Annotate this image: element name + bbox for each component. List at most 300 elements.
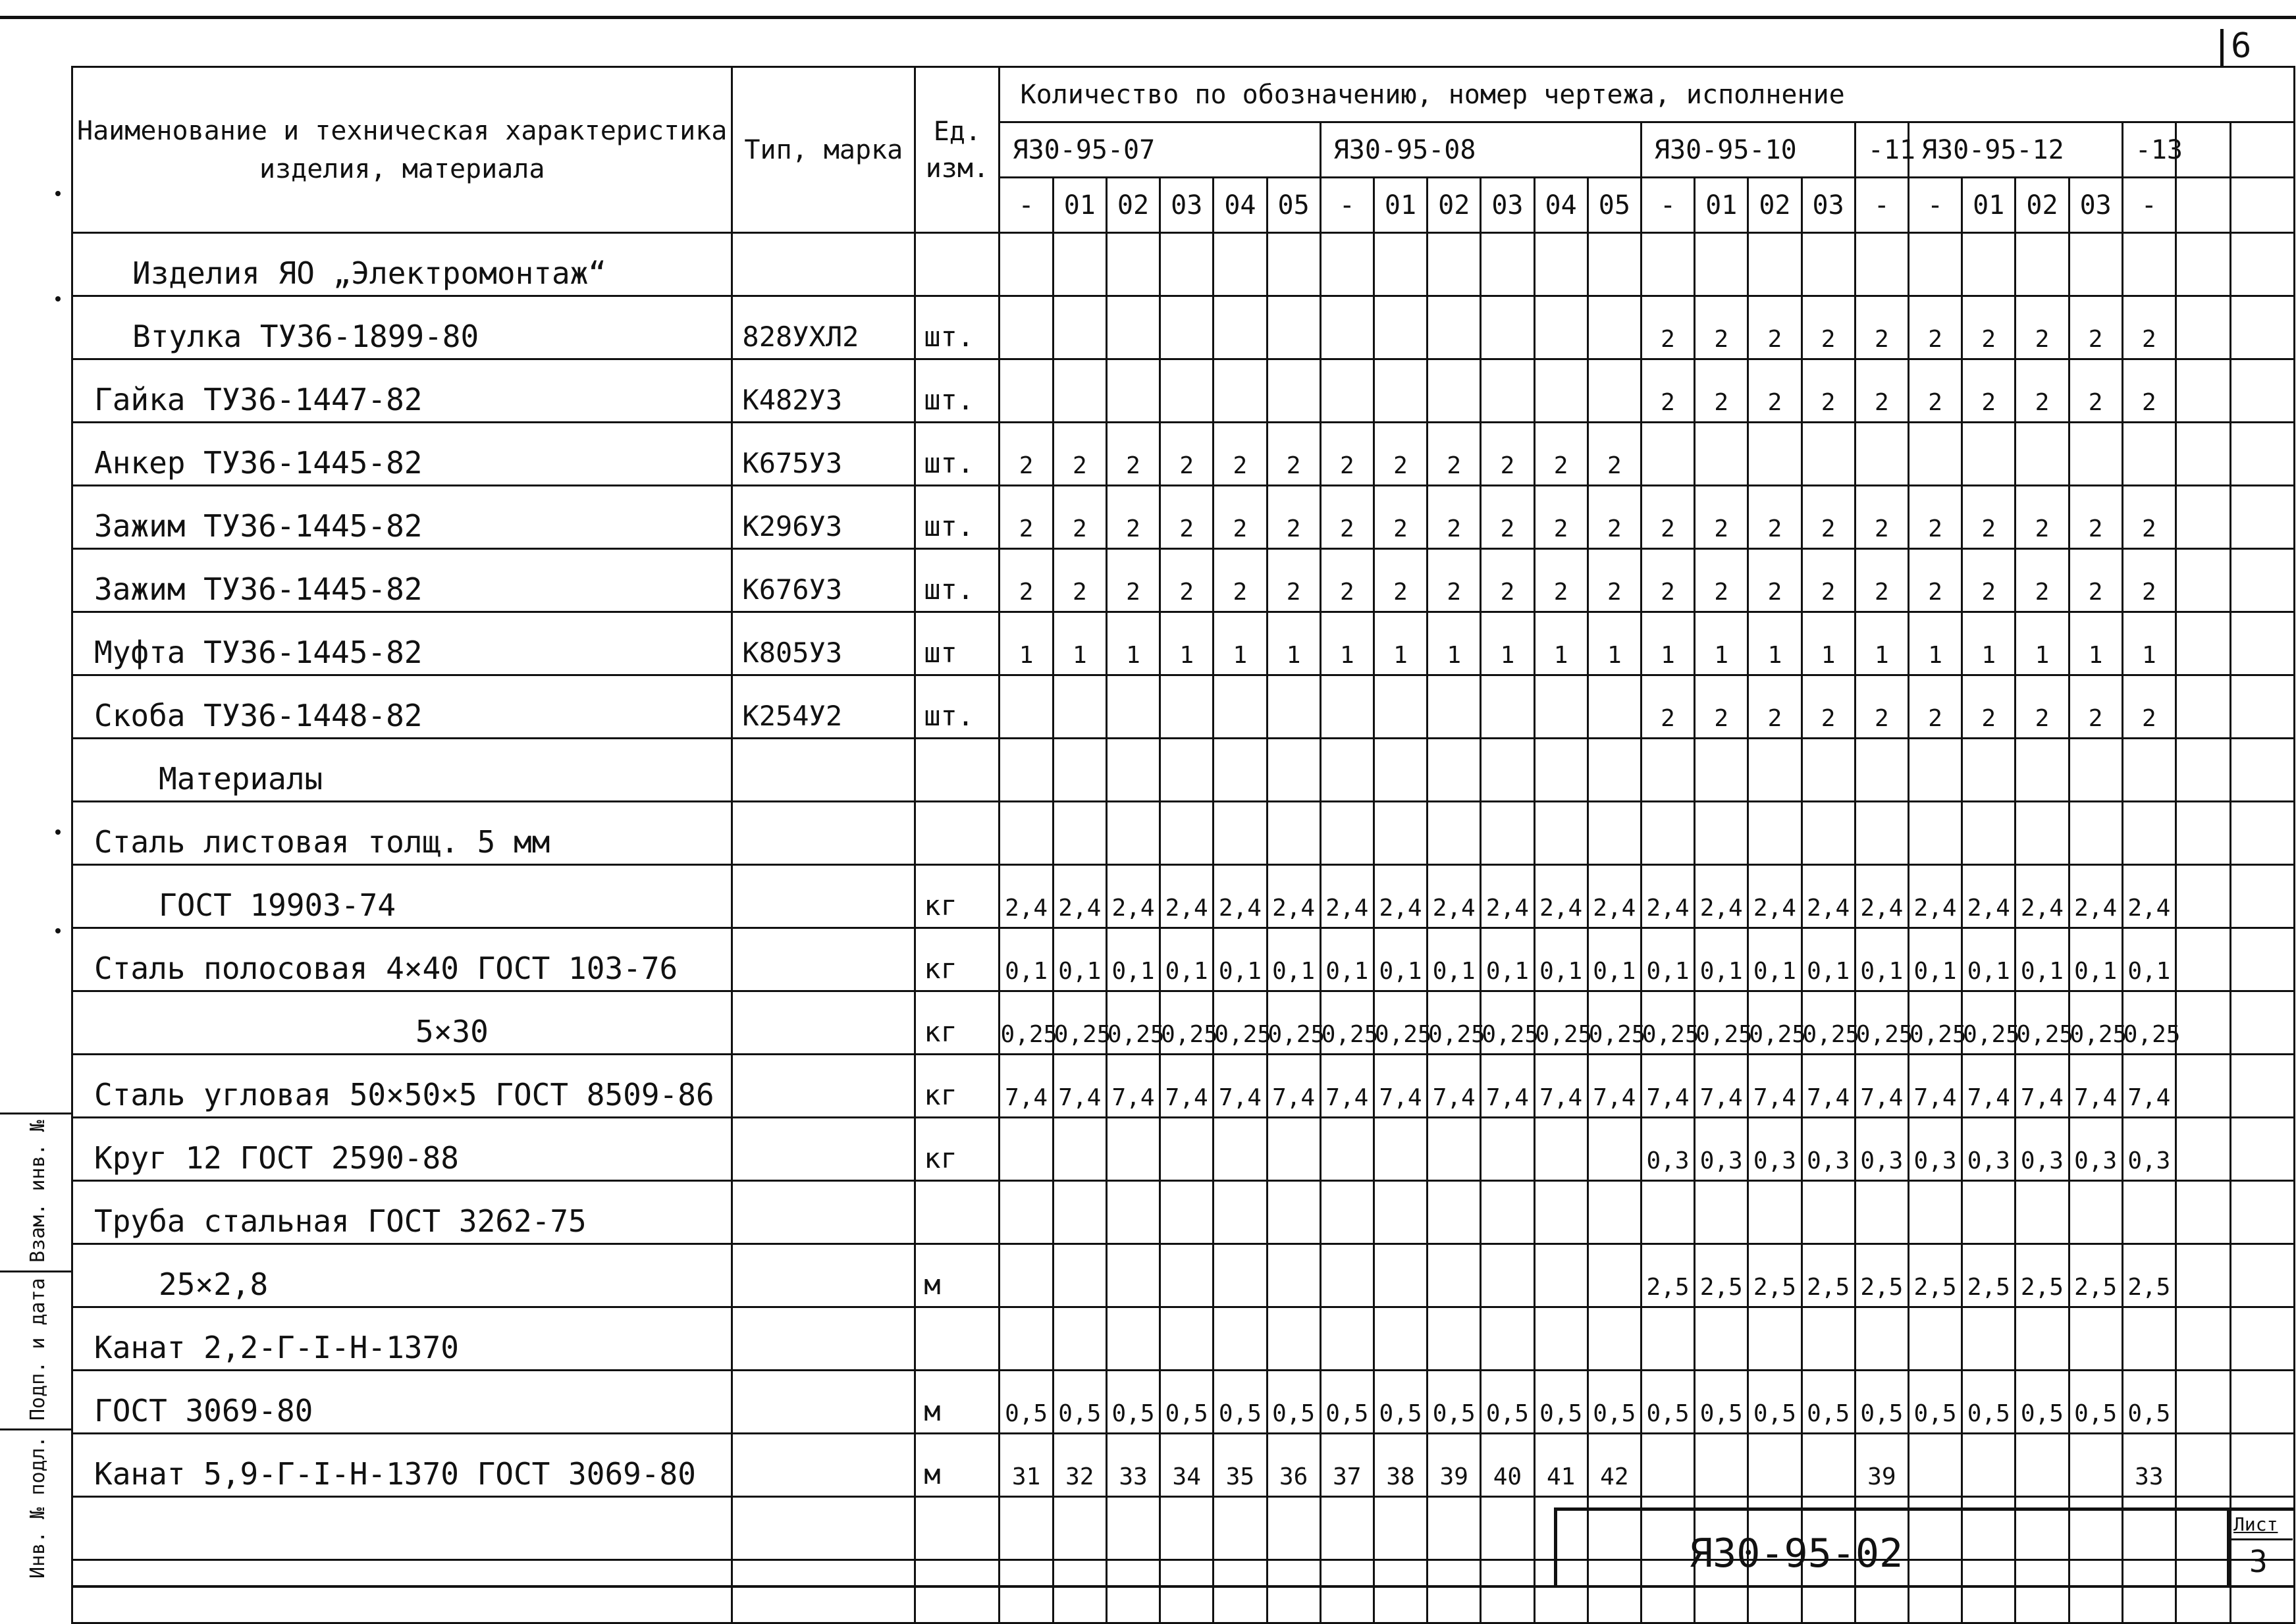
row-quantity — [1908, 1181, 1962, 1244]
row-quantity — [1855, 1307, 1908, 1371]
row-quantity: 39 — [1855, 1434, 1908, 1497]
row-quantity — [1160, 359, 1214, 423]
header-group-1: Я30-95-08 — [1320, 122, 1641, 178]
row-quantity — [1267, 739, 1320, 802]
row-quantity: 7,4 — [1802, 1055, 1855, 1118]
row-quantity — [1106, 1497, 1160, 1560]
row-quantity: 2 — [1695, 486, 1748, 549]
row-quantity: 7,4 — [2069, 1055, 2122, 1118]
header-subcol-10: 04 — [1534, 178, 1588, 233]
sheet-number: 3 — [2249, 1544, 2268, 1579]
row-quantity — [1320, 359, 1374, 423]
row-quantity: 2 — [2016, 486, 2069, 549]
row-quantity — [1053, 1118, 1106, 1181]
row-quantity — [1481, 675, 1534, 739]
row-quantity — [1000, 1181, 1053, 1244]
row-quantity — [1320, 1181, 1374, 1244]
row-quantity — [1534, 675, 1588, 739]
row-quantity — [2069, 1181, 2122, 1244]
row-quantity: 2,4 — [1908, 865, 1962, 928]
row-quantity — [1214, 296, 1267, 359]
row-unit: шт. — [915, 549, 1000, 612]
row-quantity — [1320, 675, 1374, 739]
row-quantity: 2 — [1428, 486, 1481, 549]
row-quantity: 2,5 — [2069, 1244, 2122, 1307]
row-quantity — [1641, 423, 1694, 486]
row-quantity: 0,3 — [2016, 1118, 2069, 1181]
row-quantity — [1802, 739, 1855, 802]
row-quantity: 7,4 — [2122, 1055, 2176, 1118]
row-name: Зажим ТУ36-1445-82 — [72, 486, 732, 549]
row-name: 25×2,8 — [72, 1244, 732, 1307]
header-subcol-20: 03 — [2069, 178, 2122, 233]
row-quantity — [1267, 1244, 1320, 1307]
row-quantity — [1588, 1244, 1641, 1307]
row-quantity — [1374, 1497, 1427, 1560]
row-quantity: 2 — [1053, 486, 1106, 549]
row-quantity: 1 — [1267, 612, 1320, 675]
row-quantity: 2 — [1481, 423, 1534, 486]
row-quantity — [1428, 1497, 1481, 1560]
row-quantity: 2,4 — [1106, 865, 1160, 928]
row-extra-cell — [2231, 1055, 2295, 1118]
row-extra-cell — [2176, 1244, 2230, 1307]
row-quantity — [1908, 1307, 1962, 1371]
row-quantity — [2122, 423, 2176, 486]
row-quantity: 0,1 — [1374, 928, 1427, 991]
row-quantity: 0,5 — [1695, 1371, 1748, 1434]
row-quantity — [1267, 359, 1320, 423]
row-quantity: 38 — [1374, 1434, 1427, 1497]
row-quantity — [1320, 1497, 1374, 1560]
table-row — [72, 486, 2295, 549]
row-quantity — [1160, 1181, 1214, 1244]
row-quantity: 0,25 — [1267, 991, 1320, 1055]
row-name: Муфта ТУ36-1445-82 — [72, 612, 732, 675]
row-quantity — [1374, 1244, 1427, 1307]
row-quantity — [1053, 802, 1106, 865]
row-quantity — [1053, 1497, 1106, 1560]
row-quantity — [1641, 739, 1694, 802]
row-quantity: 2 — [1748, 359, 1802, 423]
table-row — [72, 296, 2295, 359]
row-quantity — [1534, 802, 1588, 865]
row-quantity — [1962, 739, 2016, 802]
row-quantity — [1428, 1560, 1481, 1623]
row-quantity — [1106, 296, 1160, 359]
header-subcol-extra-1 — [2176, 178, 2230, 233]
header-subcol-13: 01 — [1695, 178, 1748, 233]
document-code: Я30-95-02 — [1689, 1531, 1904, 1577]
row-unit — [915, 1497, 1000, 1560]
row-quantity: 2 — [1908, 296, 1962, 359]
row-quantity — [1320, 296, 1374, 359]
row-quantity: 0,25 — [1695, 991, 1748, 1055]
row-quantity: 0,1 — [1267, 928, 1320, 991]
row-quantity — [1160, 1244, 1214, 1307]
row-quantity — [1000, 296, 1053, 359]
header-subcol-21: - — [2122, 178, 2176, 233]
row-extra-cell — [2231, 1118, 2295, 1181]
sheet-divider — [2229, 1538, 2293, 1540]
row-quantity: 2 — [1748, 296, 1802, 359]
row-quantity — [1481, 1497, 1534, 1560]
row-unit: шт. — [915, 675, 1000, 739]
row-quantity — [1802, 1181, 1855, 1244]
row-quantity: 0,1 — [1534, 928, 1588, 991]
row-quantity — [1641, 1434, 1694, 1497]
row-quantity: 2,5 — [1855, 1244, 1908, 1307]
row-quantity: 2 — [1534, 486, 1588, 549]
row-extra-cell — [2176, 802, 2230, 865]
row-type — [732, 739, 915, 802]
row-quantity — [1320, 802, 1374, 865]
header-subcol-14: 02 — [1748, 178, 1802, 233]
row-unit: шт. — [915, 423, 1000, 486]
row-unit — [915, 802, 1000, 865]
table-row — [72, 359, 2295, 423]
row-quantity: 2,4 — [1695, 865, 1748, 928]
row-extra-cell — [2176, 865, 2230, 928]
page-number-tick — [2220, 29, 2224, 67]
row-quantity: 0,25 — [2069, 991, 2122, 1055]
row-quantity: 0,1 — [2069, 928, 2122, 991]
row-quantity: 2 — [1695, 359, 1748, 423]
row-unit — [915, 1307, 1000, 1371]
row-name: Сталь полосовая 4×40 ГОСТ 103-76 — [72, 928, 732, 991]
table-row — [72, 423, 2295, 486]
row-quantity — [1428, 359, 1481, 423]
row-quantity — [1053, 233, 1106, 296]
row-quantity: 0,1 — [1106, 928, 1160, 991]
row-quantity: 2,4 — [1534, 865, 1588, 928]
row-quantity: 2 — [2122, 359, 2176, 423]
row-quantity: 0,1 — [1588, 928, 1641, 991]
row-quantity: 0,1 — [1428, 928, 1481, 991]
row-name: Скоба ТУ36-1448-82 — [72, 675, 732, 739]
row-quantity — [1320, 233, 1374, 296]
row-quantity: 2 — [2069, 296, 2122, 359]
row-quantity: 2,4 — [1267, 865, 1320, 928]
row-quantity: 0,1 — [1160, 928, 1214, 991]
row-unit: шт — [915, 612, 1000, 675]
row-quantity — [1106, 359, 1160, 423]
table-row — [72, 549, 2295, 612]
row-quantity — [1695, 739, 1748, 802]
row-type: К296У3 — [732, 486, 915, 549]
row-quantity: 2 — [2069, 359, 2122, 423]
row-quantity: 1 — [1053, 612, 1106, 675]
row-quantity — [1428, 296, 1481, 359]
row-quantity — [1214, 1560, 1267, 1623]
row-quantity — [2069, 1434, 2122, 1497]
row-quantity: 0,5 — [1214, 1371, 1267, 1434]
row-quantity: 7,4 — [1695, 1055, 1748, 1118]
row-quantity — [1267, 675, 1320, 739]
row-unit: м — [915, 1244, 1000, 1307]
row-extra-cell — [2176, 1434, 2230, 1497]
row-type — [732, 1434, 915, 1497]
row-quantity: 36 — [1267, 1434, 1320, 1497]
row-quantity — [1962, 802, 2016, 865]
row-quantity: 1 — [1534, 612, 1588, 675]
row-quantity: 2 — [2016, 675, 2069, 739]
row-quantity — [1320, 739, 1374, 802]
row-quantity: 0,1 — [1641, 928, 1694, 991]
row-name: Труба стальная ГОСТ 3262-75 — [72, 1181, 732, 1244]
row-extra-cell — [2176, 423, 2230, 486]
row-quantity: 2 — [1106, 486, 1160, 549]
row-quantity: 2 — [2122, 549, 2176, 612]
row-quantity — [1962, 423, 2016, 486]
row-name: Круг 12 ГОСТ 2590-88 — [72, 1118, 732, 1181]
row-quantity — [1214, 802, 1267, 865]
row-unit: м — [915, 1434, 1000, 1497]
row-quantity: 0,5 — [2016, 1371, 2069, 1434]
row-type — [732, 928, 915, 991]
row-quantity: 0,25 — [1160, 991, 1214, 1055]
row-quantity — [1160, 802, 1214, 865]
row-quantity: 2 — [1106, 423, 1160, 486]
row-quantity: 0,3 — [1802, 1118, 1855, 1181]
row-name: ГОСТ 3069-80 — [72, 1371, 732, 1434]
row-quantity — [2122, 1181, 2176, 1244]
row-quantity — [1481, 1244, 1534, 1307]
sidebar-cell-inventory — [0, 1430, 71, 1588]
row-quantity: 0,25 — [1588, 991, 1641, 1055]
row-extra-cell — [2231, 802, 2295, 865]
row-quantity — [1214, 1307, 1267, 1371]
header-subcol-2: 02 — [1106, 178, 1160, 233]
row-quantity: 2 — [1267, 423, 1320, 486]
row-quantity: 2 — [1962, 549, 2016, 612]
row-quantity: 0,3 — [1641, 1118, 1694, 1181]
row-quantity — [1588, 675, 1641, 739]
row-quantity: 0,5 — [1641, 1371, 1694, 1434]
row-quantity: 2 — [1106, 549, 1160, 612]
row-quantity: 2,4 — [1748, 865, 1802, 928]
row-quantity — [1908, 233, 1962, 296]
row-quantity: 2,4 — [1962, 865, 2016, 928]
row-quantity — [1855, 802, 1908, 865]
row-quantity: 0,1 — [1481, 928, 1534, 991]
row-quantity — [1695, 802, 1748, 865]
sidebar-cell-signature — [0, 1272, 71, 1430]
row-quantity: 2 — [1160, 486, 1214, 549]
row-quantity: 0,3 — [2069, 1118, 2122, 1181]
row-quantity — [2016, 802, 2069, 865]
row-extra-cell — [2231, 423, 2295, 486]
row-quantity: 2 — [1802, 359, 1855, 423]
row-quantity: 2,4 — [1802, 865, 1855, 928]
row-quantity — [1588, 1118, 1641, 1181]
row-type — [732, 1560, 915, 1623]
row-quantity: 7,4 — [1374, 1055, 1427, 1118]
row-quantity: 2 — [1748, 486, 1802, 549]
header-unit: Ед. изм. — [915, 67, 1000, 233]
row-quantity — [1053, 296, 1106, 359]
row-quantity: 0,5 — [1855, 1371, 1908, 1434]
row-type: К254У2 — [732, 675, 915, 739]
row-quantity — [1160, 233, 1214, 296]
row-quantity: 0,5 — [1908, 1371, 1962, 1434]
row-quantity — [1481, 1307, 1534, 1371]
row-quantity: 0,1 — [1053, 928, 1106, 991]
row-name: Канат 5,9-Г-I-Н-1370 ГОСТ 3069-80 — [72, 1434, 732, 1497]
row-quantity — [1588, 296, 1641, 359]
header-subcol-12: - — [1641, 178, 1694, 233]
row-quantity — [1320, 1244, 1374, 1307]
row-quantity — [1374, 802, 1427, 865]
row-quantity — [1428, 233, 1481, 296]
row-quantity: 0,5 — [1000, 1371, 1053, 1434]
row-quantity: 1 — [1748, 612, 1802, 675]
row-extra-cell — [2231, 1307, 2295, 1371]
row-quantity: 2,4 — [1855, 865, 1908, 928]
row-type — [732, 1055, 915, 1118]
row-quantity: 0,25 — [1908, 991, 1962, 1055]
row-quantity — [1908, 423, 1962, 486]
row-quantity: 1 — [1695, 612, 1748, 675]
row-quantity — [1214, 1181, 1267, 1244]
row-quantity — [2069, 233, 2122, 296]
row-quantity — [1855, 1181, 1908, 1244]
row-quantity: 0,5 — [1962, 1371, 2016, 1434]
row-quantity — [1588, 359, 1641, 423]
row-quantity: 7,4 — [1267, 1055, 1320, 1118]
row-quantity — [1428, 739, 1481, 802]
row-quantity — [1000, 1497, 1053, 1560]
left-margin-stamp — [0, 1113, 71, 1588]
row-quantity: 2 — [1534, 423, 1588, 486]
row-quantity — [1481, 739, 1534, 802]
row-quantity — [1534, 1118, 1588, 1181]
row-quantity — [2122, 802, 2176, 865]
row-quantity: 0,5 — [1748, 1371, 1802, 1434]
row-quantity — [1000, 359, 1053, 423]
row-quantity: 2,4 — [1588, 865, 1641, 928]
row-quantity — [1160, 675, 1214, 739]
row-quantity: 2 — [1428, 549, 1481, 612]
row-quantity — [1053, 1307, 1106, 1371]
row-quantity — [1641, 1181, 1694, 1244]
row-quantity — [1374, 1118, 1427, 1181]
row-quantity: 2 — [1534, 549, 1588, 612]
row-quantity: 7,4 — [1641, 1055, 1694, 1118]
row-quantity — [1106, 233, 1160, 296]
row-quantity: 2 — [1802, 296, 1855, 359]
row-quantity — [1802, 233, 1855, 296]
row-quantity — [1267, 1497, 1320, 1560]
margin-dot — [55, 296, 61, 301]
row-quantity: 0,1 — [1695, 928, 1748, 991]
row-quantity — [1374, 739, 1427, 802]
row-quantity — [1695, 1181, 1748, 1244]
row-quantity — [1267, 802, 1320, 865]
row-quantity — [1428, 675, 1481, 739]
row-quantity — [1588, 802, 1641, 865]
row-quantity: 2 — [2016, 359, 2069, 423]
row-type — [732, 1497, 915, 1560]
row-quantity — [1267, 1118, 1320, 1181]
row-extra-cell — [2231, 991, 2295, 1055]
header-subcol-3: 03 — [1160, 178, 1214, 233]
row-quantity: 0,25 — [1000, 991, 1053, 1055]
row-quantity — [1160, 1307, 1214, 1371]
row-quantity: 0,25 — [1320, 991, 1374, 1055]
row-extra-cell — [2176, 1307, 2230, 1371]
row-quantity — [1000, 802, 1053, 865]
row-quantity: 0,3 — [2122, 1118, 2176, 1181]
row-quantity: 2 — [2069, 549, 2122, 612]
row-quantity: 2 — [1748, 675, 1802, 739]
row-quantity: 0,25 — [1481, 991, 1534, 1055]
row-quantity: 0,25 — [1641, 991, 1694, 1055]
row-extra-cell — [2176, 486, 2230, 549]
sidebar-label-signature: Подп. и дата — [26, 1278, 49, 1421]
row-quantity: 2,5 — [1802, 1244, 1855, 1307]
row-name: Изделия ЯО „Электромонтаж“ — [72, 233, 732, 296]
row-quantity: 2 — [1695, 675, 1748, 739]
sidebar-label-replaced: Взам. инв. № — [26, 1120, 49, 1263]
table-row — [72, 865, 2295, 928]
row-quantity — [1214, 739, 1267, 802]
row-unit: кг — [915, 928, 1000, 991]
row-quantity: 7,4 — [1962, 1055, 2016, 1118]
row-quantity: 0,5 — [1534, 1371, 1588, 1434]
row-quantity: 7,4 — [1908, 1055, 1962, 1118]
row-quantity: 0,5 — [1320, 1371, 1374, 1434]
row-quantity: 7,4 — [1214, 1055, 1267, 1118]
row-quantity — [1695, 233, 1748, 296]
row-quantity: 7,4 — [1106, 1055, 1160, 1118]
row-extra-cell — [2176, 739, 2230, 802]
row-quantity: 2 — [1962, 486, 2016, 549]
row-quantity: 7,4 — [1000, 1055, 1053, 1118]
row-quantity — [1267, 1560, 1320, 1623]
row-unit — [915, 1181, 1000, 1244]
row-quantity: 2 — [1641, 486, 1694, 549]
row-quantity — [1481, 359, 1534, 423]
row-quantity: 2 — [1428, 423, 1481, 486]
row-quantity — [1106, 739, 1160, 802]
row-quantity: 2 — [1214, 423, 1267, 486]
row-extra-cell — [2231, 1244, 2295, 1307]
row-quantity — [1000, 1118, 1053, 1181]
row-quantity: 2 — [1641, 296, 1694, 359]
sidebar-cell-replaced — [0, 1114, 71, 1272]
row-quantity: 2 — [1641, 359, 1694, 423]
row-quantity — [1374, 1181, 1427, 1244]
row-quantity: 2 — [1374, 486, 1427, 549]
row-extra-cell — [2231, 928, 2295, 991]
row-quantity: 0,5 — [1802, 1371, 1855, 1434]
row-quantity: 2 — [1962, 296, 2016, 359]
row-quantity — [1695, 1434, 1748, 1497]
table-row — [72, 675, 2295, 739]
row-type — [732, 1244, 915, 1307]
row-quantity: 0,1 — [1855, 928, 1908, 991]
header-subcol-1: 01 — [1053, 178, 1106, 233]
row-quantity — [1053, 739, 1106, 802]
row-quantity — [1267, 296, 1320, 359]
row-quantity: 0,1 — [1908, 928, 1962, 991]
row-quantity — [1428, 1244, 1481, 1307]
row-quantity — [1374, 1560, 1427, 1623]
row-quantity: 0,3 — [1855, 1118, 1908, 1181]
row-quantity — [1908, 739, 1962, 802]
table-row — [72, 1244, 2295, 1307]
